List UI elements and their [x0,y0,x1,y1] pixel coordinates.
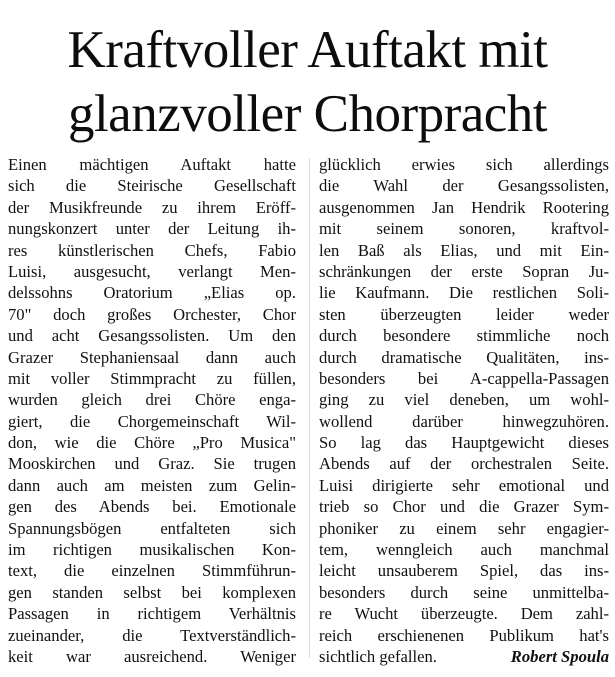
final-text-line: sichtlich gefallen. [319,646,437,666]
text-line: 70" doch großes Orchester, Chor [8,304,296,324]
text-line: trieb so Chor und die Grazer Sym- [319,497,609,517]
text-line: ging zu viel deneben, um wohl- [319,390,609,410]
text-line: phoniker zu einem sehr engagier- [319,518,609,538]
text-line: Abends auf der orchestralen Seite. [319,454,609,474]
text-line: Luisi dirigierte sehr emotional und [319,475,609,495]
text-line: dann auch am meisten zum Gelin- [8,475,296,495]
text-line: durch dramatische Qualitäten, ins- [319,347,609,367]
text-line: sten überzeugten leider weder [319,304,609,324]
text-line: sich die Steirische Gesellschaft [8,176,296,196]
text-line: durch besondere stimmliche noch [319,326,609,346]
text-line: don, wie die Chöre „Pro Musica" [8,433,296,453]
headline-line-1: Kraftvoller Auftakt mit [67,21,548,79]
article-column-right [319,154,609,667]
text-line: gen standen selbst bei komplexen [8,582,296,602]
article-headline [0,18,615,146]
text-line: Spannungsbögen entfalteten sich [8,518,296,538]
author-byline: Robert Spoula [510,646,609,666]
text-line: keit war ausreichend. Weniger [8,646,296,666]
text-line: ausgenommen Jan Hendrik Rootering [319,197,609,217]
text-line: schränkungen der erste Sopran Ju- [319,261,609,281]
text-line: die Wahl der Gesangssolisten, [319,176,609,196]
text-line: So lag das Hauptgewicht dieses [319,433,609,453]
text-line: leicht unsauberem Spiel, das ins- [319,561,609,581]
text-line: mit seinem sonoren, kraftvol- [319,219,609,239]
text-line: wollend darüber hinwegzuhören. [319,411,609,431]
text-line: der Musikfreunde zu ihrem Eröff- [8,197,296,217]
column-divider [309,158,310,658]
article-column-left [8,154,296,667]
text-line: zueinander, die Textverständlich- [8,625,296,645]
text-line: besonders durch seine unmittelba- [319,582,609,602]
text-line: tem, wenngleich auch manchmal [319,540,609,560]
text-line: Passagen in richtigem Verhältnis [8,604,296,624]
text-line: und acht Gesangssolisten. Um den [8,326,296,346]
text-line: wurden gleich drei Chöre enga- [8,390,296,410]
text-line: im richtigen musikalischen Kon- [8,540,296,560]
text-line: giert, die Chorgemeinschaft Wil- [8,411,296,431]
text-line: Einen mächtigen Auftakt hatte [8,155,296,174]
text-line: delssohns Oratorium „Elias op. [8,283,296,303]
text-line: besonders bei A-cappella-Passagen [319,368,609,388]
text-line: reich erschienenen Publikum hat's [319,625,609,645]
text-line: gen des Abends bei. Emotionale [8,497,296,517]
text-line: res künstlerischen Chefs, Fabio [8,240,296,260]
text-line: lie Kaufmann. Die restlichen Soli- [319,283,609,303]
text-line: text, die einzelnen Stimmführun- [8,561,296,581]
text-line: Grazer Stephaniensaal dann auch [8,347,296,367]
text-line: nungskonzert unter der Leitung ih- [8,219,296,239]
text-line: len Baß als Elias, und mit Ein- [319,240,609,260]
text-line: Luisi, ausgesucht, verlangt Men- [8,261,296,281]
text-line: Mooskirchen und Graz. Sie trugen [8,454,296,474]
final-line-with-byline [319,646,609,667]
text-line: re Wucht überzeugte. Dem zahl- [319,604,609,624]
text-line: glücklich erwies sich allerdings [319,155,609,174]
headline-line-2: glanzvoller Chorpracht [67,85,548,143]
text-line: mit voller Stimmpracht zu füllen, [8,368,296,388]
